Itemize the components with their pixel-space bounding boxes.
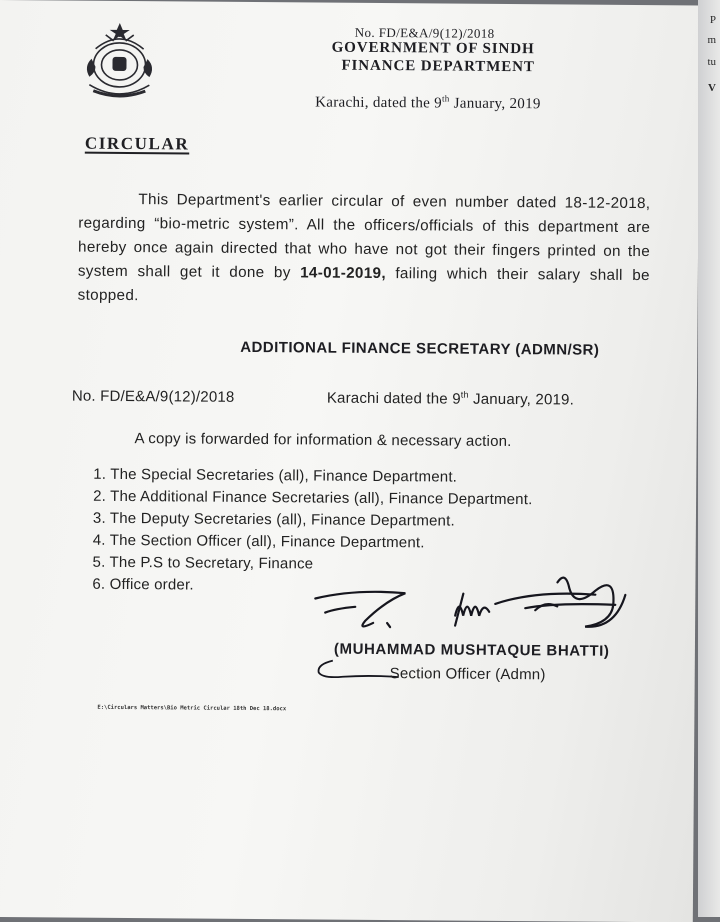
signatory-designation: Section Officer (Admn) — [389, 665, 546, 684]
header-date-rest: January, 2019 — [449, 95, 541, 113]
list-item: 6. Office order. — [92, 575, 194, 594]
list-item: 1. The Special Secretaries (all), Finance Department. — [93, 465, 458, 486]
endorsement-date-rest: January, 2019. — [468, 390, 575, 409]
header-date — [315, 92, 541, 113]
header-date-prefix: Karachi, dated the 9 — [315, 94, 443, 112]
list-item: 2. The Additional Finance Secretaries (all), Finance Department. — [93, 487, 533, 509]
signatory-name: (MUHAMMAD MUSHTAQUE BHATTI) — [333, 640, 610, 660]
body-text-2: failing which their salary shall be stopped. — [77, 265, 650, 305]
government-emblem-icon — [69, 19, 166, 108]
list-item: 5. The P.S to Secretary, Finance — [92, 553, 314, 573]
handwritten-signature — [295, 562, 656, 645]
file-path-footer: E:\Circulars Matters\Bio Metric Circular 18th Dec 18.docx — [97, 704, 287, 713]
endorsement-date-suffix-th: th — [460, 389, 469, 400]
document-title: CIRCULAR — [84, 133, 190, 154]
header-government: GOVERNMENT OF SINDH — [331, 39, 535, 58]
endorsement-date — [327, 389, 574, 409]
issuer-designation: ADDITIONAL FINANCE SECRETARY (ADMN/SR) — [240, 338, 600, 359]
deadline-date: 14-01-2019, — [300, 264, 386, 283]
circular-body — [78, 188, 651, 312]
edge-letter: P — [709, 14, 716, 26]
edge-letter: V — [708, 82, 716, 94]
list-item: 3. The Deputy Secretaries (all), Finance Department. — [92, 509, 455, 530]
endorsement-reference-number: No. FD/E&A/9(12)/2018 — [71, 387, 235, 406]
header-date-suffix-th: th — [441, 93, 450, 104]
endorsement-date-prefix: Karachi dated the 9 — [326, 389, 461, 408]
edge-letter: tu — [707, 56, 716, 68]
edge-letter: m — [707, 34, 716, 46]
list-item: 4. The Section Officer (all), Finance Department. — [92, 531, 425, 552]
body-text-1: This Department's earlier circular of even number dated 18-12-2018, regarding “bio-metric system”. All the officers/officials of this department are hereby once again directed that who have not got their fingers printed on the system shall get it done by — [77, 191, 651, 282]
copy-forward-note: A copy is forwarded for information & necessary action. — [134, 430, 512, 451]
adjacent-page-edge — [698, 0, 720, 917]
header-department: FINANCE DEPARTMENT — [341, 57, 535, 76]
header-reference-number: No. FD/E&A/9(12)/2018 — [354, 24, 495, 41]
